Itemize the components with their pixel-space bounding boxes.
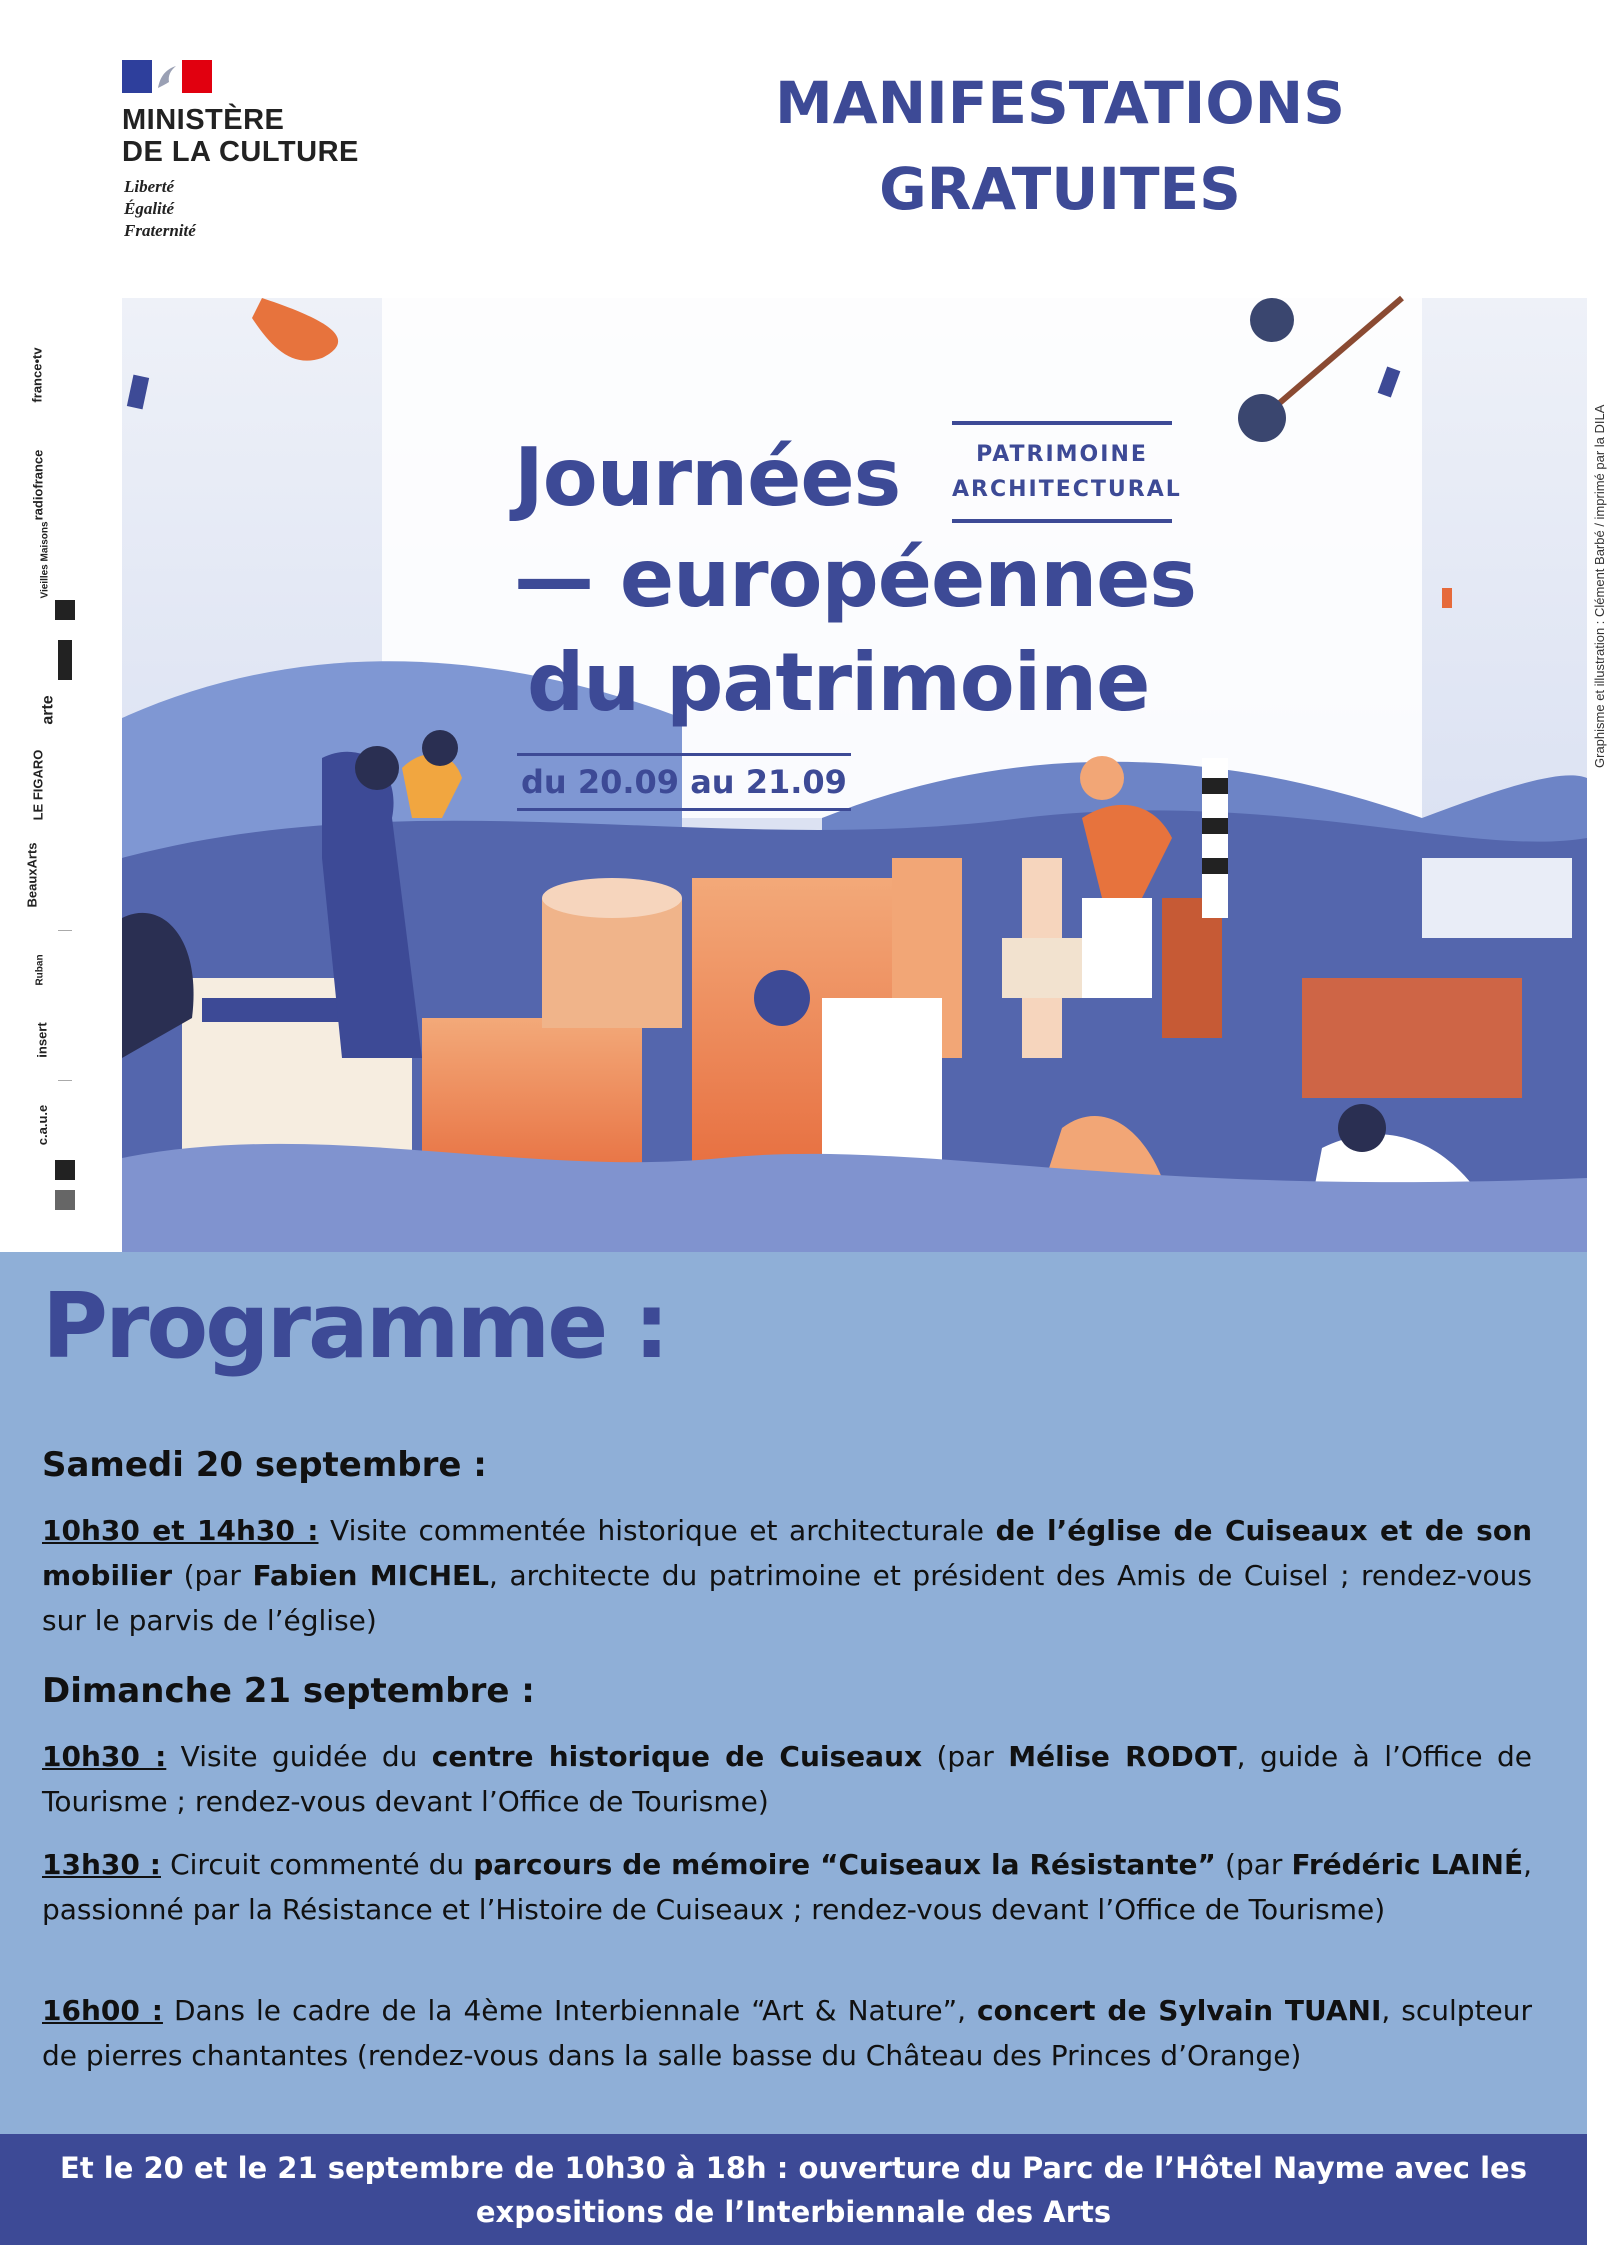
- poster-title-line-2: — européennes: [514, 532, 1197, 625]
- poster-dates: du 20.09 au 21.09: [517, 753, 851, 811]
- sponsor-logo: Vieilles Maisons: [40, 521, 52, 599]
- title-line-1: MANIFESTATIONS: [775, 69, 1345, 137]
- day-heading-sunday: Dimanche 21 septembre :: [42, 1671, 535, 1711]
- sponsor-logo: [40, 600, 90, 630]
- page-title: [700, 60, 1420, 232]
- footer-banner: [0, 2134, 1587, 2245]
- sponsor-logo: insert: [35, 1022, 50, 1058]
- event-time: 16h00 :: [42, 1994, 163, 2027]
- motto-fraternite: Fraternité: [124, 221, 196, 240]
- motto-egalite: Égalité: [124, 199, 175, 218]
- event-saturday-1: 10h30 et 14h30 : Visite commentée historique et architecturale de l’église de Cuiseaux et de son mobilier (par Fabien MICHEL, architecte du patrimoine et président des Amis de Cuisel ; rendez-vous sur le parvis de l’église): [42, 1514, 1532, 1637]
- sponsor-logo: france•tv: [30, 347, 46, 403]
- event-sunday-3: 16h00 : Dans le cadre de la 4ème Interbiennale “Art & Nature”, concert de Sylvain TUANI, sculpteur de pierres chantantes (rendez-vous dans la salle basse du Château des Princes d’Orange): [42, 1994, 1533, 2072]
- event-time: 13h30 :: [42, 1848, 161, 1881]
- footer-line-2: expositions de l’Interbiennale des Arts: [475, 2195, 1112, 2229]
- republic-motto: [124, 176, 196, 242]
- program-section: [0, 1252, 1587, 2134]
- ministry-name: [122, 104, 359, 168]
- sponsor-logo: arte: [39, 695, 57, 725]
- poster-tag-line-1: PATRIMOINE: [976, 442, 1148, 467]
- marianne-flag-icon: [122, 60, 212, 93]
- poster-tag-line-2: ARCHITECTURAL: [952, 477, 1182, 502]
- sponsor-logo: c.a.u.e: [35, 1104, 50, 1146]
- sponsor-logo: LE FIGARO: [30, 749, 45, 821]
- event-sunday-1: 10h30 : Visite guidée du centre historique de Cuiseaux (par Mélise RODOT, guide à l’Office de Tourisme ; rendez-vous devant l’Office de Tourisme): [42, 1740, 1532, 1818]
- title-line-2: GRATUITES: [879, 155, 1241, 223]
- illustration-credit: Graphisme et illustration : Clément Barbé / imprimé par la DILA: [1592, 404, 1607, 768]
- poster-title-line-1: Journées: [514, 431, 901, 524]
- day-heading-saturday: Samedi 20 septembre :: [42, 1445, 487, 1485]
- ministry-logo: [122, 60, 402, 260]
- event-time: 10h30 et 14h30 :: [42, 1514, 319, 1547]
- footer-line-1: Et le 20 et le 21 septembre de 10h30 à 18h : ouverture du Parc de l’Hôtel Nayme avec les: [60, 2151, 1527, 2185]
- sponsor-logo: [40, 1190, 90, 1210]
- event-poster: [122, 298, 1607, 1252]
- sponsor-logo: radiofrance: [30, 449, 45, 521]
- motto-liberte: Liberté: [124, 177, 175, 196]
- event-sunday-2: 13h30 : Circuit commenté du parcours de mémoire “Cuiseaux la Résistante” (par Frédéric LAINÉ, passionné par la Résistance et l’Histoire de Cuiseaux ; rendez-vous devant l’Office de Tourisme): [42, 1848, 1532, 1926]
- poster-title-line-3: du patrimoine: [527, 636, 1150, 729]
- program-heading: Programme :: [42, 1274, 667, 1379]
- sponsor-logo: BeauxArts: [25, 842, 40, 908]
- sponsor-strip: [25, 300, 90, 1230]
- ministry-line-1: MINISTÈRE: [122, 104, 285, 136]
- event-time: 10h30 :: [42, 1740, 167, 1773]
- sponsor-logo: [40, 1160, 90, 1180]
- poster-tag: [952, 421, 1182, 523]
- sponsor-logo: Ruban: [34, 954, 46, 986]
- sponsor-logo: [40, 640, 90, 680]
- ministry-line-2: DE LA CULTURE: [122, 136, 359, 168]
